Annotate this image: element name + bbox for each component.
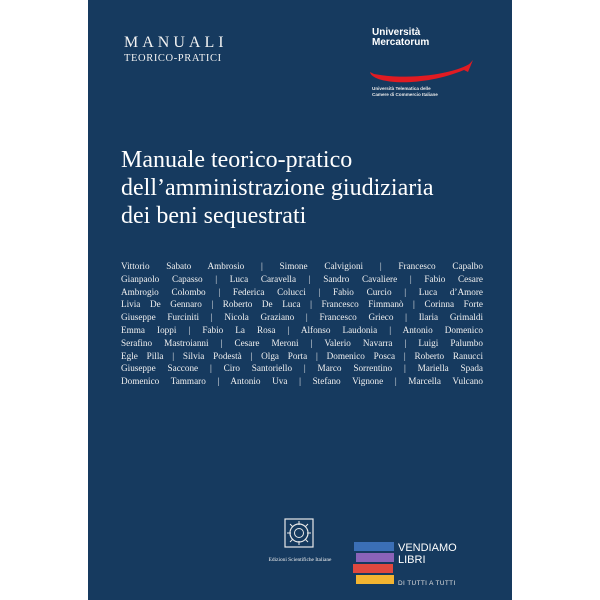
series-title: MANUALI [124, 34, 228, 51]
series-label [124, 34, 228, 66]
authors-line: Giuseppe Saccone | Ciro Santoriello | Marco Sorrentino | Mariella Spada [121, 363, 483, 374]
publisher-name: Edizioni Scientifiche Italiane [268, 557, 332, 563]
authors-line: Livia De Gennaro | Roberto De Luca | Francesco Fimmanò | Corinna Forte [121, 299, 483, 310]
university-name-line1: Università [372, 27, 421, 38]
book-cover [88, 0, 512, 600]
university-subtitle [372, 86, 482, 97]
watermark-line1: VENDIAMO [398, 542, 457, 554]
authors-line: Domenico Tammaro | Antonio Uva | Stefano Vignone | Marcella Vulcano [121, 376, 483, 387]
university-swoosh-icon [360, 36, 480, 86]
publisher-emblem-icon [284, 518, 314, 548]
university-name-line2: Mercatorum [372, 37, 430, 48]
series-subtitle: TEORICO-PRATICI [124, 53, 222, 64]
title-line2: dell’amministrazione giudiziaria [121, 175, 434, 201]
authors-line: Ambrogio Colombo | Federica Colucci | Fabio Curcio | Luca d’Amore [121, 286, 483, 297]
authors-line: Giuseppe Furciniti | Nicola Graziano | Francesco Grieco | Ilaria Grimaldi [121, 312, 483, 323]
university-logo [370, 28, 490, 112]
vendiamo-libri-watermark [352, 538, 512, 598]
university-sub-line1: Università Telematica delle [372, 86, 431, 91]
authors-line: Egle Pilla | Silvia Podestà | Olga Porta | Domenico Posca | Roberto Ranucci [121, 350, 483, 361]
authors-line: Emma Ioppi | Fabio La Rosa | Alfonso Laudonia | Antonio Domenico [121, 324, 483, 335]
stacked-books-icon [352, 538, 398, 594]
title-line1: Manuale teorico-pratico [121, 147, 353, 173]
authors-line: Vittorio Sabato Ambrosio | Simone Calvigioni | Francesco Capalbo [121, 261, 483, 271]
title-line3: dei beni sequestrati [121, 203, 307, 229]
university-sub-line2: Camere di Commercio Italiane [372, 91, 438, 97]
authors-line: Serafino Mastroianni | Cesare Meroni | Valerio Navarra | Luigi Palumbo [121, 337, 483, 348]
watermark-tagline: DI TUTTI A TUTTI [398, 580, 456, 587]
watermark-title [398, 542, 457, 566]
authors-line: Gianpaolo Capasso | Luca Caravella | Sandro Cavaliere | Fabio Cesare [121, 273, 483, 284]
watermark-line2: LIBRI [398, 554, 426, 566]
book-title [121, 146, 491, 230]
authors-list [121, 260, 483, 388]
